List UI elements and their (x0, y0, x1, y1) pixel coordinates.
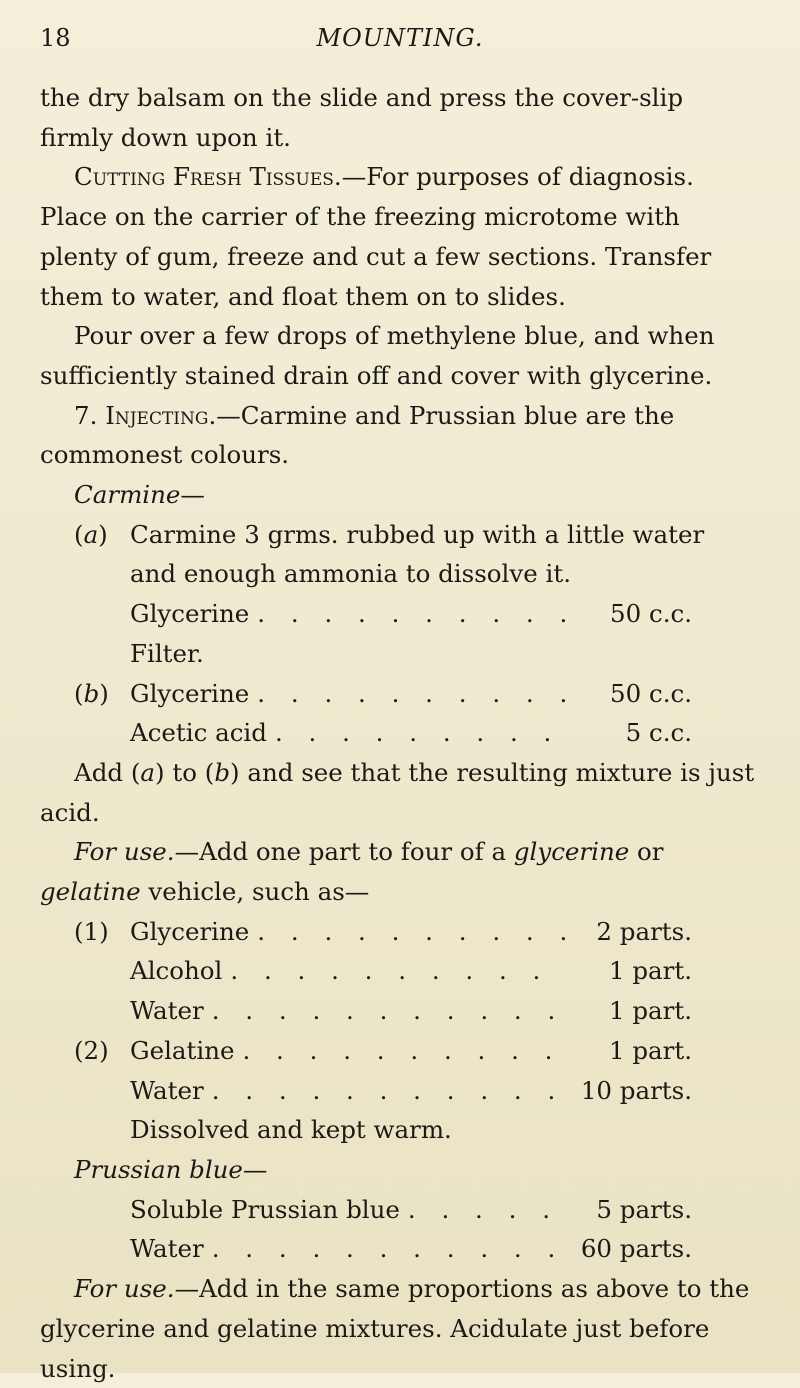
carmine-a-line2: and enough ammonia to dissolve it. (130, 559, 571, 589)
leader-dots: . . . . . (407, 1194, 559, 1224)
leader-dots: . . . . . . . . . . . (211, 996, 565, 1026)
ingredient-name: Water (130, 1075, 204, 1105)
vehicle-2-marker: (2) (74, 1035, 109, 1065)
leader-dots: . . . . . . . . . . (242, 1035, 562, 1065)
paragraph-for-use-2: For use.—Add in the same proportions as above to the glycerine and gelatine mixtures. Acidulate just before using. (40, 1274, 750, 1383)
ingredient-amount: 50 c.c. (610, 678, 692, 708)
recipe-row (40, 1229, 692, 1269)
ingredient-name: Water (130, 996, 204, 1026)
ingredient-amount: 10 parts. (580, 1075, 692, 1105)
item-a-marker: (a) (74, 519, 108, 549)
carmine-a-text-1: Carmine 3 grms. rubbed up with a little water (130, 519, 705, 549)
vehicle-1-marker: (1) (74, 916, 109, 946)
carmine-a-line1 (40, 515, 760, 555)
heading-cutting: Cutting Fresh Tissues. (74, 162, 342, 192)
paragraph-for-use-1: For use.—Add one part to four of a glycerine or gelatine vehicle, such as— (40, 837, 664, 907)
heading-prussian-blue: Prussian blue— (74, 1154, 268, 1184)
ingredient-name: Glycerine (130, 599, 250, 629)
ingredient-name: Alcohol (130, 956, 223, 986)
page-header (40, 18, 760, 58)
ingredient-amount: 5 c.c. (625, 718, 692, 748)
leader-dots: . . . . . . . . . . (230, 956, 550, 986)
heading-carmine: Carmine— (74, 480, 205, 510)
recipe-row (40, 1031, 692, 1071)
page-number: 18 (40, 24, 71, 52)
ingredient-amount: 1 part. (608, 1035, 692, 1065)
recipe-row (40, 951, 692, 991)
cutting-text: —For purposes of diagnosis. Place on the carrier of the freezing microtome with plenty of gum, freeze and cut a few sections. Transfer them to water, and float them on to slides. (40, 162, 712, 311)
for-use-label: For use. (74, 837, 175, 867)
ingredient-amount: 1 part. (608, 996, 692, 1026)
heading-injecting: Injecting. (105, 400, 217, 430)
recipe-row (40, 674, 692, 714)
paragraph-injecting (40, 396, 760, 475)
section-number: 7. (74, 400, 98, 430)
ingredient-amount: 5 parts. (596, 1194, 692, 1224)
gelatine-note: Dissolved and kept warm. (130, 1115, 452, 1145)
filter-instruction: Filter. (130, 638, 204, 668)
injecting-text: —Carmine and Prussian blue are the commonest colours. (40, 400, 675, 470)
leader-dots: . . . . . . . . . . (257, 678, 577, 708)
ingredient-amount: 2 parts. (596, 916, 692, 946)
recipe-row (40, 991, 692, 1031)
item-b-marker: (b) (74, 678, 109, 708)
page-body (40, 78, 760, 1388)
paragraph-add: Add (a) to (b) and see that the resulting mixture is just acid. (40, 757, 755, 827)
leader-dots: . . . . . . . . . . (257, 599, 577, 629)
leader-dots: . . . . . . . . . (274, 718, 561, 748)
leader-dots: . . . . . . . . . . (257, 916, 577, 946)
ingredient-name: (1) Glycerine (74, 912, 249, 952)
ingredient-amount: 60 parts. (580, 1234, 692, 1264)
ingredient-name: Water (130, 1234, 204, 1264)
recipe-row (40, 912, 692, 952)
recipe-row (40, 1071, 692, 1111)
leader-dots: . . . . . . . . . . . (211, 1075, 565, 1105)
ingredient-name: (b) Glycerine (74, 674, 249, 714)
paragraph-cutting (40, 157, 760, 316)
recipe-row (40, 1190, 692, 1230)
ingredient-amount: 50 c.c. (610, 599, 692, 629)
recipe-row (40, 713, 692, 753)
paragraph-pour: Pour over a few drops of methylene blue, and when sufficiently stained drain off and cover with glycerine. (40, 321, 715, 390)
for-use-label: For use. (74, 1274, 175, 1304)
recipe-row (40, 594, 692, 634)
ingredient-name: Soluble Prussian blue (130, 1194, 400, 1224)
ingredient-amount: 1 part. (608, 956, 692, 986)
paragraph-continuation: the dry balsam on the slide and press the cover-slip firmly down upon it. (40, 83, 684, 152)
leader-dots: . . . . . . . . . . . (211, 1234, 565, 1264)
ingredient-name: (2) Gelatine (74, 1031, 234, 1071)
ingredient-name: Acetic acid (130, 718, 267, 748)
running-title: MOUNTING. (316, 24, 484, 52)
